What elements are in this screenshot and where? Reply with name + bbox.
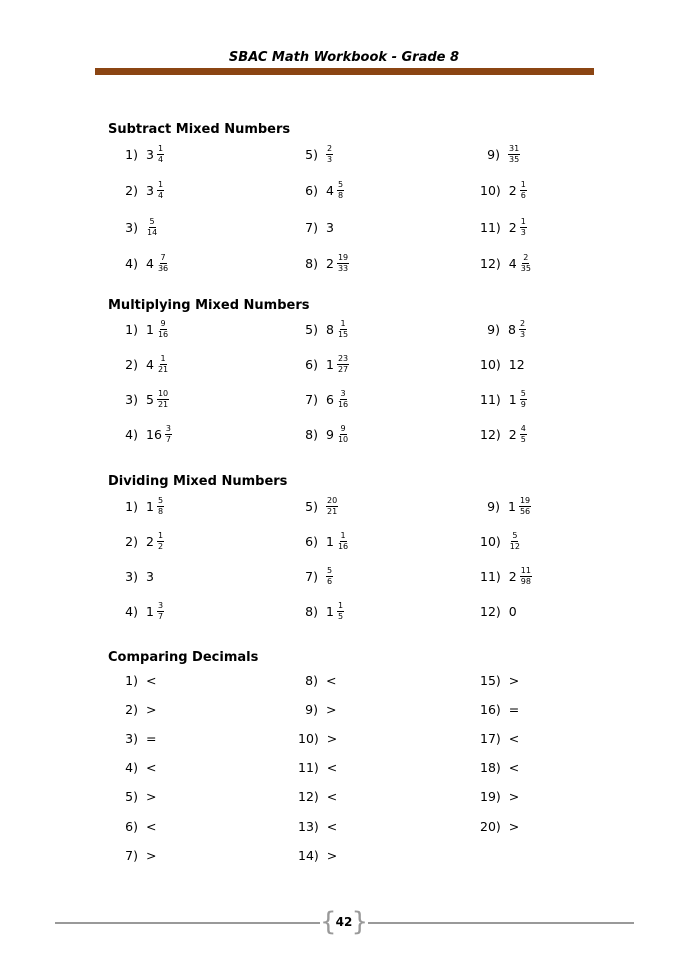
answer-value: 1 [146, 321, 154, 337]
header-rule [95, 68, 594, 75]
fraction-numerator: 2 [519, 318, 526, 328]
answer-number: 3) [125, 391, 138, 407]
fraction-denominator: 56 [519, 506, 531, 516]
fraction [337, 181, 344, 200]
page-number-box [320, 907, 368, 937]
fraction-denominator: 9 [520, 399, 526, 409]
answer-value: 2 [146, 533, 154, 549]
fraction [146, 218, 158, 237]
answer-number: 20) [480, 818, 501, 834]
fraction-numerator: 19 [519, 495, 531, 505]
fraction-denominator: 3 [327, 154, 333, 164]
fraction-numerator: 19 [337, 253, 349, 262]
answer-number: 1) [125, 672, 138, 688]
answer-number: 18) [480, 760, 501, 776]
answer-number: 5) [125, 789, 138, 805]
answer-number: 9) [487, 498, 500, 514]
answer-value: > [508, 818, 520, 834]
fraction-numerator: 31 [509, 143, 520, 153]
fraction [520, 567, 532, 586]
answer-value: > [146, 847, 157, 863]
answer-number: 9) [487, 146, 500, 162]
fraction-denominator: 16 [337, 541, 349, 551]
answer-number: 12) [480, 426, 501, 442]
answer-number: 8) [305, 672, 318, 688]
answer-number: 11) [480, 568, 501, 584]
fraction-numerator: 4 [520, 423, 526, 433]
answer-value: 8 [508, 321, 516, 337]
answer-item [118, 526, 164, 556]
answer-item [118, 249, 169, 279]
answer-item [480, 314, 526, 344]
answer-value: 9 [326, 426, 334, 442]
fraction-numerator: 5 [157, 495, 164, 505]
answer-item [298, 811, 340, 841]
answer-item [480, 176, 527, 206]
fraction-denominator: 4 [157, 191, 164, 200]
page-header-title: SBAC Math Workbook - Grade 8 [228, 50, 460, 65]
fraction [520, 181, 527, 200]
answer-value: 2 [508, 568, 517, 584]
answer-value: 1 [508, 391, 517, 407]
fraction-numerator: 1 [337, 600, 344, 610]
answer-value: 1 [146, 603, 154, 619]
answer-value: 1 [326, 603, 334, 619]
answer-item [118, 384, 169, 414]
answer-number: 3) [125, 568, 138, 584]
answer-value: 4 [146, 356, 154, 372]
answer-item [298, 384, 349, 414]
fraction [337, 532, 349, 551]
answer-number: 10) [480, 356, 501, 372]
answer-item [118, 212, 158, 242]
fraction-numerator: 1 [157, 180, 164, 189]
answer-value: < [326, 760, 338, 776]
fraction [157, 181, 164, 200]
answer-number: 1) [125, 321, 138, 337]
fraction-numerator: 7 [160, 253, 166, 262]
answer-number: 15) [480, 672, 501, 688]
fraction [157, 497, 164, 516]
fraction-numerator: 1 [157, 530, 164, 540]
answer-item [480, 665, 522, 695]
answer-value: < [508, 730, 520, 746]
answer-number: 1) [125, 498, 138, 514]
fraction [337, 355, 349, 374]
fraction [157, 320, 169, 339]
answer-item [118, 561, 157, 591]
answer-number: 12) [298, 789, 319, 805]
fraction-denominator: 35 [509, 154, 520, 164]
answer-item [118, 840, 159, 870]
answer-value: < [326, 818, 338, 834]
answer-value: 12 [508, 356, 525, 372]
fraction [337, 602, 344, 621]
section-title: Comparing Decimals [108, 650, 259, 665]
fraction-denominator: 35 [520, 264, 531, 273]
fraction-denominator: 10 [337, 434, 349, 444]
answer-item [298, 596, 344, 626]
fraction-denominator: 5 [520, 434, 526, 444]
answer-item [298, 526, 349, 556]
answer-value: 2 [508, 219, 517, 235]
answer-item [480, 753, 522, 783]
answer-value: > [326, 730, 338, 746]
fraction-denominator: 98 [520, 576, 531, 586]
answer-item [480, 782, 522, 812]
answer-item [118, 139, 164, 169]
footer-line-right [368, 922, 634, 924]
answer-item [298, 212, 337, 242]
answer-item [118, 753, 159, 783]
answer-value: 3 [146, 183, 154, 198]
answer-item [480, 212, 527, 242]
answer-number: 5) [305, 146, 318, 162]
section-title: Subtract Mixed Numbers [108, 122, 291, 137]
answer-number: 12) [480, 603, 501, 619]
answer-number: 2) [125, 533, 138, 549]
fraction [326, 497, 338, 516]
fraction-denominator: 16 [157, 329, 169, 339]
answer-value: < [508, 760, 520, 776]
answer-item [298, 349, 349, 379]
fraction-denominator: 14 [147, 227, 158, 237]
fraction-numerator: 5 [512, 530, 518, 540]
answer-item [480, 384, 527, 414]
answer-value: > [326, 701, 337, 717]
answer-value: 2 [508, 183, 517, 198]
fraction [337, 425, 349, 444]
fraction-denominator: 3 [519, 329, 526, 339]
fraction-denominator: 21 [157, 399, 169, 409]
answer-number: 2) [125, 183, 138, 198]
answer-value: > [326, 847, 338, 863]
fraction-numerator: 10 [157, 388, 169, 398]
answer-value: = [146, 730, 157, 746]
answer-item [480, 491, 531, 521]
answer-value: 16 [146, 426, 162, 442]
left-brace-icon: { [320, 907, 337, 937]
answer-item [480, 249, 532, 279]
section-title: Dividing Mixed Numbers [108, 474, 288, 489]
fraction-denominator: 8 [157, 506, 164, 516]
fraction-denominator: 27 [337, 364, 349, 374]
fraction-denominator: 8 [337, 191, 344, 200]
answer-item [298, 419, 349, 449]
fraction-numerator: 3 [340, 388, 346, 398]
fraction [337, 390, 349, 409]
fraction [157, 254, 169, 273]
right-brace-icon: } [351, 907, 368, 937]
answer-item [298, 314, 349, 344]
page-number: 42 [335, 915, 353, 929]
answer-value: < [326, 789, 338, 805]
answer-item [298, 840, 340, 870]
answer-item [298, 561, 333, 591]
fraction-numerator: 23 [337, 353, 349, 363]
fraction-numerator: 3 [165, 423, 171, 433]
fraction-denominator: 21 [157, 364, 169, 374]
answer-number: 9) [305, 701, 318, 717]
answer-number: 17) [480, 730, 501, 746]
answer-item [118, 314, 169, 344]
fraction-numerator: 1 [340, 530, 346, 540]
answer-value: < [326, 672, 337, 688]
fraction [326, 145, 333, 164]
answer-value: 3 [326, 219, 334, 235]
fraction [157, 355, 169, 374]
answer-item [298, 176, 344, 206]
answer-item [118, 349, 169, 379]
answer-value: 4 [326, 183, 334, 198]
fraction-denominator: 4 [157, 154, 164, 164]
answer-value: 1 [326, 533, 334, 549]
fraction-numerator: 9 [340, 423, 346, 433]
answer-item [118, 694, 159, 724]
answer-item [480, 596, 520, 626]
answer-value: 6 [326, 391, 334, 407]
answer-item [480, 694, 522, 724]
fraction-numerator: 1 [160, 353, 166, 363]
answer-item [480, 723, 522, 753]
fraction-numerator: 5 [520, 388, 526, 398]
fraction [165, 425, 172, 444]
answer-item [298, 723, 340, 753]
answer-item [118, 665, 159, 695]
answer-number: 11) [480, 391, 501, 407]
answer-number: 7) [305, 568, 318, 584]
fraction [157, 390, 169, 409]
fraction-denominator: 2 [157, 541, 164, 551]
fraction-denominator: 3 [520, 227, 526, 237]
answer-item [298, 782, 340, 812]
answer-value: 5 [146, 391, 154, 407]
fraction-numerator: 2 [523, 253, 529, 262]
answer-value: < [146, 672, 157, 688]
answer-value: 4 [146, 256, 154, 271]
footer-line-left [55, 922, 320, 924]
answer-number: 4) [125, 760, 138, 776]
answer-number: 3) [125, 730, 138, 746]
answer-value: 3 [146, 568, 154, 584]
fraction [337, 254, 349, 273]
answer-number: 2) [125, 356, 138, 372]
answer-number: 12) [480, 256, 501, 271]
fraction [157, 532, 164, 551]
fraction [157, 145, 164, 164]
answer-number: 19) [480, 789, 501, 805]
answer-item [480, 526, 521, 556]
answer-item [118, 811, 159, 841]
fraction-numerator: 1 [520, 216, 526, 226]
fraction-numerator: 20 [327, 495, 338, 505]
fraction [520, 390, 527, 409]
fraction [520, 218, 527, 237]
fraction-numerator: 9 [160, 318, 166, 328]
fraction [326, 567, 333, 586]
answer-number: 1) [125, 146, 138, 162]
answer-number: 11) [298, 760, 319, 776]
answer-number: 5) [305, 321, 318, 337]
answer-number: 13) [298, 818, 319, 834]
answer-number: 6) [305, 183, 318, 198]
fraction-denominator: 5 [337, 611, 344, 621]
answer-number: 10) [480, 183, 501, 198]
answer-number: 2) [125, 701, 138, 717]
answer-value: 1 [508, 498, 516, 514]
fraction-denominator: 7 [165, 434, 171, 444]
fraction-denominator: 6 [327, 576, 333, 586]
answer-value: < [146, 760, 157, 776]
answer-number: 4) [125, 256, 138, 271]
answer-value: 1 [326, 356, 334, 372]
fraction [520, 425, 527, 444]
answer-number: 5) [305, 498, 318, 514]
answer-item [118, 782, 159, 812]
answer-item [118, 491, 164, 521]
answer-item [118, 596, 164, 626]
answer-item [480, 349, 528, 379]
answer-item [298, 491, 338, 521]
answer-value: 0 [508, 603, 517, 619]
answer-number: 8) [305, 256, 318, 271]
answer-value: 3 [146, 146, 154, 162]
fraction [520, 254, 532, 273]
answer-number: 7) [305, 219, 318, 235]
fraction-numerator: 5 [149, 216, 155, 226]
answer-number: 6) [305, 356, 318, 372]
answer-value: 8 [326, 321, 334, 337]
answer-item [298, 694, 339, 724]
fraction-numerator: 1 [340, 318, 346, 328]
answer-value: 2 [326, 256, 334, 271]
answer-item [298, 753, 340, 783]
answer-number: 4) [125, 603, 138, 619]
fraction-numerator: 1 [520, 180, 526, 189]
fraction [337, 320, 349, 339]
answer-item [298, 139, 333, 169]
answer-item [118, 723, 159, 753]
answer-number: 14) [298, 847, 319, 863]
answer-number: 11) [480, 219, 501, 235]
answer-item [118, 176, 164, 206]
answer-value: 4 [508, 256, 517, 271]
answer-item [298, 249, 349, 279]
answer-value: < [146, 818, 157, 834]
answer-value: > [508, 672, 520, 688]
answer-value: > [508, 789, 520, 805]
answer-value: 1 [146, 498, 154, 514]
fraction-numerator: 5 [337, 180, 344, 189]
fraction-numerator: 11 [520, 565, 531, 575]
answer-number: 4) [125, 426, 138, 442]
fraction-denominator: 7 [157, 611, 164, 621]
fraction-denominator: 16 [337, 399, 349, 409]
answer-item [480, 811, 522, 841]
answer-item [480, 139, 520, 169]
fraction [508, 145, 520, 164]
answer-number: 6) [305, 533, 318, 549]
fraction-numerator: 2 [327, 143, 333, 153]
fraction-denominator: 21 [327, 506, 338, 516]
fraction-numerator: 1 [157, 143, 164, 153]
fraction [509, 532, 521, 551]
section-title: Multiplying Mixed Numbers [108, 298, 310, 313]
answer-number: 3) [125, 219, 138, 235]
fraction-numerator: 5 [327, 565, 333, 575]
fraction [157, 602, 164, 621]
answer-number: 10) [480, 533, 501, 549]
fraction-denominator: 36 [157, 264, 169, 273]
answer-number: 6) [125, 818, 138, 834]
answer-item [480, 419, 527, 449]
answer-value: = [508, 701, 520, 717]
answer-number: 8) [305, 603, 318, 619]
answer-number: 7) [125, 847, 138, 863]
answer-number: 7) [305, 391, 318, 407]
answer-value: 2 [508, 426, 517, 442]
answer-item [480, 561, 532, 591]
answer-item [118, 419, 172, 449]
answer-number: 10) [298, 730, 319, 746]
answer-item [298, 665, 339, 695]
fraction-denominator: 12 [509, 541, 520, 551]
fraction-denominator: 6 [520, 191, 526, 200]
fraction [519, 497, 531, 516]
fraction [519, 320, 526, 339]
answer-value: > [146, 789, 157, 805]
answer-number: 8) [305, 426, 318, 442]
answer-number: 9) [487, 321, 500, 337]
fraction-numerator: 3 [157, 600, 164, 610]
answer-value: > [146, 701, 157, 717]
answer-number: 16) [480, 701, 501, 717]
fraction-denominator: 15 [337, 329, 349, 339]
fraction-denominator: 33 [337, 264, 349, 273]
